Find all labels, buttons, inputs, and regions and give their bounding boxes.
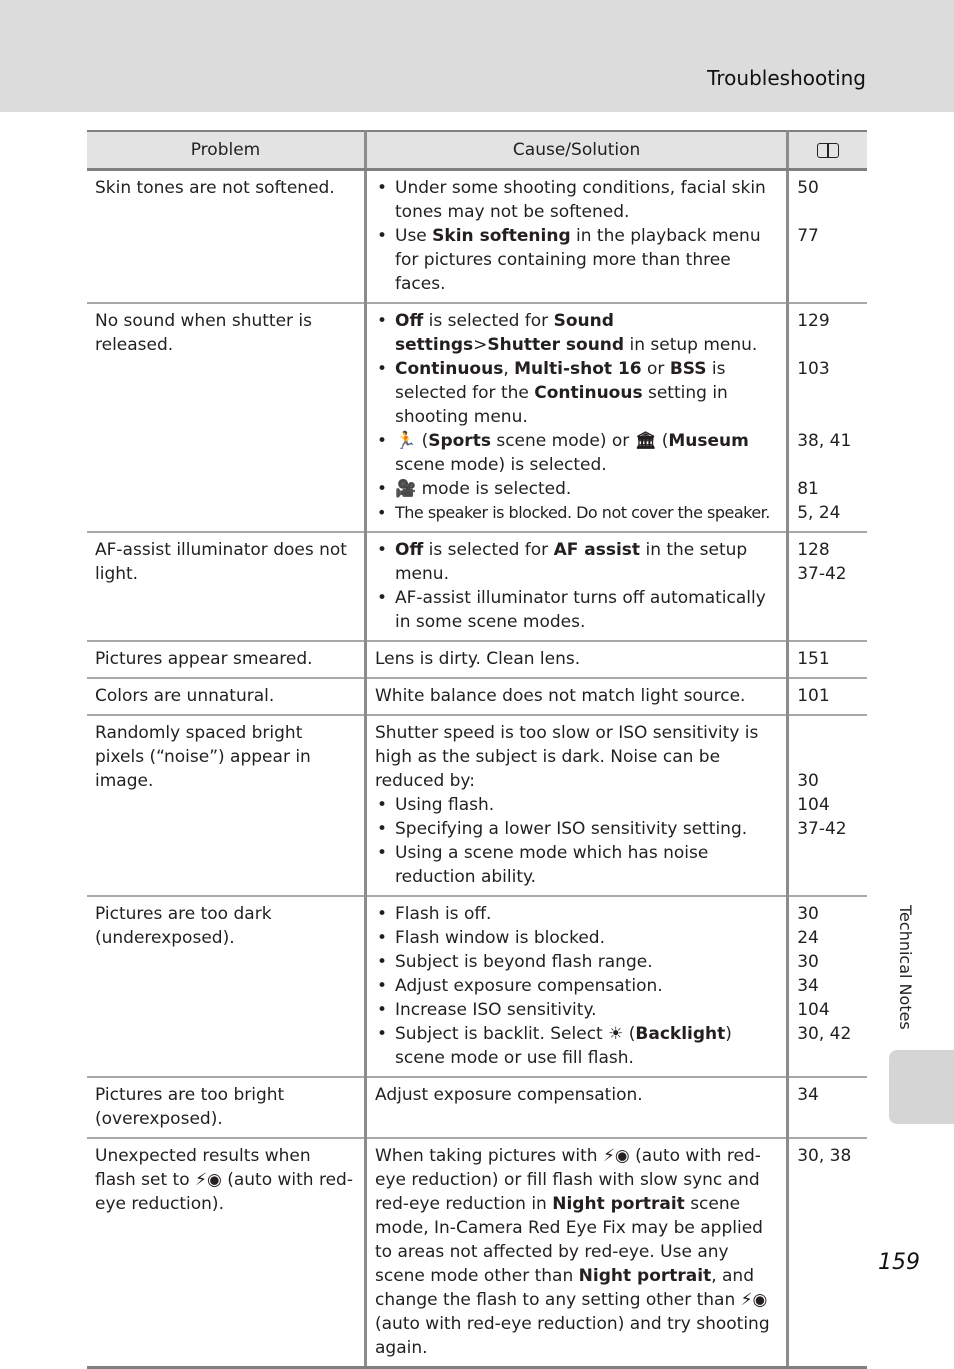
- table-row: [87, 641, 867, 678]
- reference-cell: [788, 678, 867, 715]
- page-ref: 104: [797, 1000, 830, 1020]
- cause-cell: [366, 170, 788, 304]
- problem-cell: Pictures are too dark (underexposed).: [87, 896, 366, 1077]
- museum-scene-icon: 🏛: [634, 431, 657, 451]
- reference-book-icon: [817, 142, 839, 158]
- page-ref: 38, 41: [797, 431, 852, 451]
- troubleshooting-table: [87, 130, 867, 1369]
- reference-cell: [788, 170, 867, 304]
- reference-cell: [788, 532, 867, 641]
- page-ref: [797, 721, 859, 745]
- problem-cell: Unexpected results when flash set to ⚡◉ (auto with red-eye reduction).: [87, 1138, 366, 1368]
- page-number: 159: [878, 1250, 920, 1275]
- section-title: Troubleshooting: [707, 66, 866, 90]
- list-item: • Off is selected for Sound settings>Shutter sound in setup menu.: [375, 309, 778, 357]
- list-item: • Adjust exposure compensation.: [375, 974, 778, 998]
- table-row: [87, 678, 867, 715]
- cause-cell: [366, 715, 788, 896]
- page-ref: 30, 38: [797, 1146, 852, 1166]
- side-tab-label: Technical Notes: [896, 905, 915, 1030]
- problem-cell: AF-assist illuminator does not light.: [87, 532, 366, 641]
- table-row: [87, 896, 867, 1077]
- list-item: • Using a scene mode which has noise reduction ability.: [375, 841, 778, 889]
- cause-cell: [366, 532, 788, 641]
- list-item: • Subject is beyond flash range.: [375, 950, 778, 974]
- problem-cell: Colors are unnatural.: [87, 678, 366, 715]
- page-ref: 5, 24: [797, 503, 841, 523]
- page-ref: 77: [797, 226, 819, 246]
- side-tab: [889, 1050, 954, 1124]
- list-item: • Flash is off.: [375, 902, 778, 926]
- list-item: • Specifying a lower ISO sensitivity setting.: [375, 817, 778, 841]
- cause-cell: When taking pictures with ⚡◉ (auto with red-eye reduction) or fill flash with slow sync and red-eye reduction in Night portrait scene mode, In-Camera Red Eye Fix may be applied to areas not affected by red-eye. Use any scene mode other than Night portrait, and change the flash to any setting other than ⚡◉ (auto with red-eye reduction) and try shooting again.: [366, 1138, 788, 1368]
- reference-cell: [788, 715, 867, 896]
- cause-cell: Adjust exposure compensation.: [366, 1077, 788, 1138]
- header-cause-solution: Cause/Solution: [366, 131, 788, 170]
- cause-cell: [366, 303, 788, 532]
- list-item: • 🎥 mode is selected.: [375, 477, 778, 501]
- page-ref: 129: [797, 311, 830, 331]
- page-ref: 30: [797, 771, 819, 791]
- list-item: • 🏃 (Sports scene mode) or 🏛 (Museum scene mode) is selected.: [375, 429, 778, 477]
- flash-red-eye-icon: ⚡◉: [195, 1170, 222, 1190]
- page-ref: 104: [797, 795, 830, 815]
- page-ref: 50: [797, 178, 819, 198]
- list-item: • Under some shooting conditions, facial skin tones may not be softened.: [375, 176, 778, 224]
- page-ref: 128: [797, 540, 830, 560]
- cause-cell: White balance does not match light source.: [366, 678, 788, 715]
- list-item: • Continuous, Multi-shot 16 or BSS is selected for the Continuous setting in shooting menu.: [375, 357, 778, 429]
- page-ref: 34: [797, 1085, 819, 1105]
- list-item: • AF-assist illuminator turns off automatically in some scene modes.: [375, 586, 778, 634]
- problem-cell: Pictures are too bright (overexposed).: [87, 1077, 366, 1138]
- problem-cell: Pictures appear smeared.: [87, 641, 366, 678]
- cause-cell: Lens is dirty. Clean lens.: [366, 641, 788, 678]
- list-item: • The speaker is blocked. Do not cover the speaker.: [375, 501, 778, 525]
- page-ref: 34: [797, 976, 819, 996]
- flash-red-eye-icon: ⚡◉: [740, 1290, 768, 1310]
- page-ref: 101: [797, 686, 830, 706]
- movie-mode-icon: 🎥: [395, 479, 417, 499]
- list-item: • Using flash.: [375, 793, 778, 817]
- page-ref: 37-42: [797, 564, 847, 584]
- reference-cell: [788, 1138, 867, 1368]
- problem-cell: No sound when shutter is released.: [87, 303, 366, 532]
- header-reference: [788, 131, 867, 170]
- page-ref: 103: [797, 359, 830, 379]
- table-row: [87, 1077, 867, 1138]
- table-header-row: [87, 131, 867, 170]
- list-item: • Increase ISO sensitivity.: [375, 998, 778, 1022]
- table-row: [87, 1138, 867, 1368]
- list-item: • Flash window is blocked.: [375, 926, 778, 950]
- table-row: [87, 170, 867, 304]
- table-row: [87, 715, 867, 896]
- list-item: • Use Skin softening in the playback menu for pictures containing more than three faces.: [375, 224, 778, 296]
- reference-cell: [788, 896, 867, 1077]
- reference-cell: [788, 641, 867, 678]
- reference-cell: [788, 1077, 867, 1138]
- backlight-scene-icon: ☀: [608, 1024, 624, 1044]
- table-row: [87, 303, 867, 532]
- list-item: • Off is selected for AF assist in the setup menu.: [375, 538, 778, 586]
- page-ref: [797, 745, 859, 769]
- cause-intro: Shutter speed is too slow or ISO sensitivity is high as the subject is dark. Noise can be reduced by:: [375, 723, 759, 791]
- page-ref: [797, 405, 859, 429]
- problem-cell: Randomly spaced bright pixels (“noise”) appear in image.: [87, 715, 366, 896]
- page-ref: [797, 200, 859, 224]
- page-ref: 30: [797, 952, 819, 972]
- table-row: [87, 532, 867, 641]
- header-band: [0, 0, 954, 112]
- page-ref: 37-42: [797, 819, 847, 839]
- list-item: • Subject is backlit. Select ☀ (Backlight) scene mode or use fill flash.: [375, 1022, 778, 1070]
- page-ref: 81: [797, 479, 819, 499]
- cause-cell: [366, 896, 788, 1077]
- header-problem: Problem: [87, 131, 366, 170]
- page-ref: 30, 42: [797, 1024, 852, 1044]
- sports-scene-icon: 🏃: [395, 431, 417, 451]
- problem-cell: Skin tones are not softened.: [87, 170, 366, 304]
- page-ref: [797, 453, 859, 477]
- page-ref: 30: [797, 904, 819, 924]
- page-ref: [797, 333, 859, 357]
- page-ref: 151: [797, 649, 830, 669]
- reference-cell: [788, 303, 867, 532]
- flash-red-eye-icon: ⚡◉: [602, 1146, 630, 1166]
- page-ref: 24: [797, 928, 819, 948]
- page-ref: [797, 381, 859, 405]
